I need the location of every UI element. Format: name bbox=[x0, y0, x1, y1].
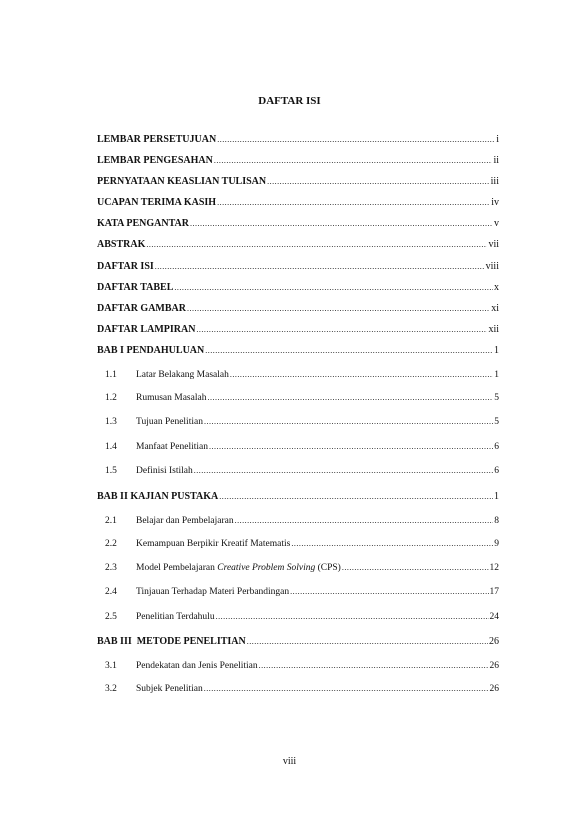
toc-entry-page: v bbox=[494, 218, 499, 230]
toc-entry-label: KATA PENGANTAR bbox=[97, 218, 189, 230]
section-number: 2.4 bbox=[105, 587, 117, 598]
dot-leader bbox=[205, 345, 493, 356]
toc-entry-label: Manfaat Penelitian bbox=[136, 441, 209, 452]
toc-entry-page: xi bbox=[491, 302, 499, 314]
toc-subentry-2-4 bbox=[97, 587, 499, 611]
dot-leader bbox=[194, 466, 494, 476]
toc-subentry-1-4 bbox=[97, 442, 499, 466]
section-number: 3.2 bbox=[105, 684, 117, 695]
dot-leader bbox=[216, 612, 489, 622]
toc-entry-page: 6 bbox=[494, 441, 499, 452]
toc-entry-lembar-persetujuan bbox=[97, 134, 499, 155]
toc-entry-page: 6 bbox=[494, 466, 499, 477]
toc-entry-page: i bbox=[496, 134, 499, 145]
toc-entry-page: viii bbox=[485, 260, 499, 272]
toc-entry-page: iv bbox=[491, 197, 499, 209]
toc-entry-label: Definisi Istilah bbox=[136, 466, 193, 477]
toc-subentry-1-3 bbox=[97, 417, 499, 441]
toc-entry-page: 26 bbox=[489, 684, 499, 695]
toc-entry-daftar-isi bbox=[97, 261, 499, 282]
toc-subentry-2-2 bbox=[97, 539, 499, 563]
toc-entry-pernyataan-keaslian bbox=[97, 176, 499, 197]
toc-subentry-2-3 bbox=[97, 563, 499, 587]
dot-leader bbox=[217, 197, 490, 208]
toc-entry-label: Tujuan Penelitian bbox=[136, 417, 203, 428]
dot-leader bbox=[290, 587, 488, 597]
toc-entry-label: PERNYATAAN KEASLIAN TULISAN bbox=[97, 176, 267, 188]
label-part: (CPS) bbox=[315, 563, 341, 574]
dot-leader bbox=[209, 442, 493, 452]
toc-entry-label: Tinjauan Terhadap Materi Perbandingan bbox=[136, 587, 290, 598]
toc-entry-label: BAB I PENDAHULUAN bbox=[97, 344, 205, 356]
dot-leader bbox=[267, 176, 490, 187]
toc-entry-label: LEMBAR PENGESAHAN bbox=[97, 155, 213, 167]
toc-entry-label: DAFTAR LAMPIRAN bbox=[97, 323, 196, 335]
toc-entry-page: vii bbox=[488, 239, 499, 251]
section-number: 3.1 bbox=[105, 661, 117, 672]
dot-leader bbox=[155, 261, 485, 272]
dot-leader bbox=[230, 370, 493, 380]
toc-entry-bab-1 bbox=[97, 345, 499, 366]
section-number: 1.4 bbox=[105, 441, 117, 452]
dot-leader bbox=[190, 218, 493, 229]
label-part: Model Pembelajaran bbox=[136, 563, 218, 574]
toc-entry-page: 9 bbox=[494, 538, 499, 549]
toc-entry-label: Penelitian Terdahulu bbox=[136, 611, 215, 622]
toc-entry-label: UCAPAN TERIMA KASIH bbox=[97, 197, 217, 209]
toc-entry-label bbox=[136, 563, 341, 573]
section-number: 2.1 bbox=[105, 515, 117, 526]
page-title: DAFTAR ISI bbox=[258, 95, 321, 107]
toc-entry-label: DAFTAR ISI bbox=[97, 260, 154, 272]
toc-entry-page: ii bbox=[493, 155, 499, 167]
dot-leader bbox=[342, 563, 489, 573]
toc-subentry-1-5 bbox=[97, 466, 499, 490]
toc-subentry-3-2 bbox=[97, 684, 499, 708]
toc-entry-page: xii bbox=[488, 323, 499, 335]
toc-entry-page: 24 bbox=[489, 611, 499, 622]
page-number-footer: viii bbox=[282, 756, 297, 767]
toc-entry-label: LEMBAR PERSETUJUAN bbox=[97, 134, 217, 145]
section-number: 2.3 bbox=[105, 563, 117, 574]
toc-entry-page: 12 bbox=[489, 563, 499, 574]
dot-leader bbox=[214, 155, 493, 166]
toc-entry-label: Rumusan Masalah bbox=[136, 393, 207, 404]
toc-entry-page: 8 bbox=[494, 515, 499, 526]
toc-entry-page: 17 bbox=[489, 587, 499, 598]
toc-entry-page: 1 bbox=[494, 344, 499, 356]
toc-entry-bab-2 bbox=[97, 491, 499, 512]
dot-leader bbox=[196, 324, 487, 335]
toc-entry-abstrak bbox=[97, 239, 499, 260]
toc-entry-bab-3 bbox=[97, 636, 499, 657]
dot-leader bbox=[217, 134, 495, 145]
dot-leader bbox=[259, 661, 489, 671]
section-number: 1.5 bbox=[105, 466, 117, 477]
section-number: 1.1 bbox=[105, 370, 117, 381]
label-italic-part: Creative Problem Solving bbox=[217, 563, 316, 574]
dot-leader bbox=[204, 417, 493, 427]
toc-entry-page: 26 bbox=[489, 636, 499, 648]
toc-entry-label: Latar Belakang Masalah bbox=[136, 370, 229, 381]
dot-leader bbox=[247, 636, 488, 647]
toc-entry-label: Subjek Penelitian bbox=[136, 684, 203, 695]
toc-entry-label: DAFTAR GAMBAR bbox=[97, 302, 186, 314]
section-number: 1.2 bbox=[105, 393, 117, 404]
toc-entry-label: BAB II KAJIAN PUSTAKA bbox=[97, 490, 219, 502]
dot-leader bbox=[174, 282, 493, 293]
toc-entry-page: x bbox=[494, 281, 499, 293]
toc-subentry-2-1 bbox=[97, 512, 499, 539]
toc-entry-daftar-lampiran bbox=[97, 324, 499, 345]
section-number: 1.3 bbox=[105, 417, 117, 428]
toc-subentry-1-2 bbox=[97, 393, 499, 417]
toc-entry-daftar-tabel bbox=[97, 282, 499, 303]
toc-entry-label: Pendekatan dan Jenis Penelitian bbox=[136, 661, 258, 672]
toc-subentry-2-5 bbox=[97, 612, 499, 636]
toc-entry-label: Kemampuan Berpikir Kreatif Matematis bbox=[136, 538, 291, 549]
toc-entry-daftar-gambar bbox=[97, 303, 499, 324]
dot-leader bbox=[187, 303, 490, 314]
table-of-contents bbox=[97, 134, 499, 709]
toc-entry-label: DAFTAR TABEL bbox=[97, 281, 174, 293]
toc-entry-page: 5 bbox=[494, 393, 499, 404]
toc-entry-page: 1 bbox=[494, 370, 499, 381]
toc-entry-page: 26 bbox=[489, 661, 499, 672]
toc-subentry-3-1 bbox=[97, 657, 499, 684]
section-number: 2.2 bbox=[105, 538, 117, 549]
toc-entry-label: BAB III METODE PENELITIAN bbox=[97, 636, 246, 648]
toc-entry-label: ABSTRAK bbox=[97, 239, 146, 251]
dot-leader bbox=[291, 539, 493, 549]
toc-entry-lembar-pengesahan bbox=[97, 155, 499, 176]
dot-leader bbox=[235, 516, 494, 526]
toc-subentry-1-1 bbox=[97, 366, 499, 393]
section-number: 2.5 bbox=[105, 611, 117, 622]
toc-entry-page: 5 bbox=[494, 417, 499, 428]
dot-leader bbox=[204, 684, 489, 694]
toc-entry-label: Belajar dan Pembelajaran bbox=[136, 515, 234, 526]
dot-leader bbox=[219, 491, 493, 502]
toc-entry-page: iii bbox=[490, 176, 499, 188]
dot-leader bbox=[207, 393, 493, 403]
toc-entry-kata-pengantar bbox=[97, 218, 499, 239]
dot-leader bbox=[146, 239, 487, 250]
toc-entry-ucapan-terima-kasih bbox=[97, 197, 499, 218]
toc-entry-page: 1 bbox=[494, 490, 499, 502]
